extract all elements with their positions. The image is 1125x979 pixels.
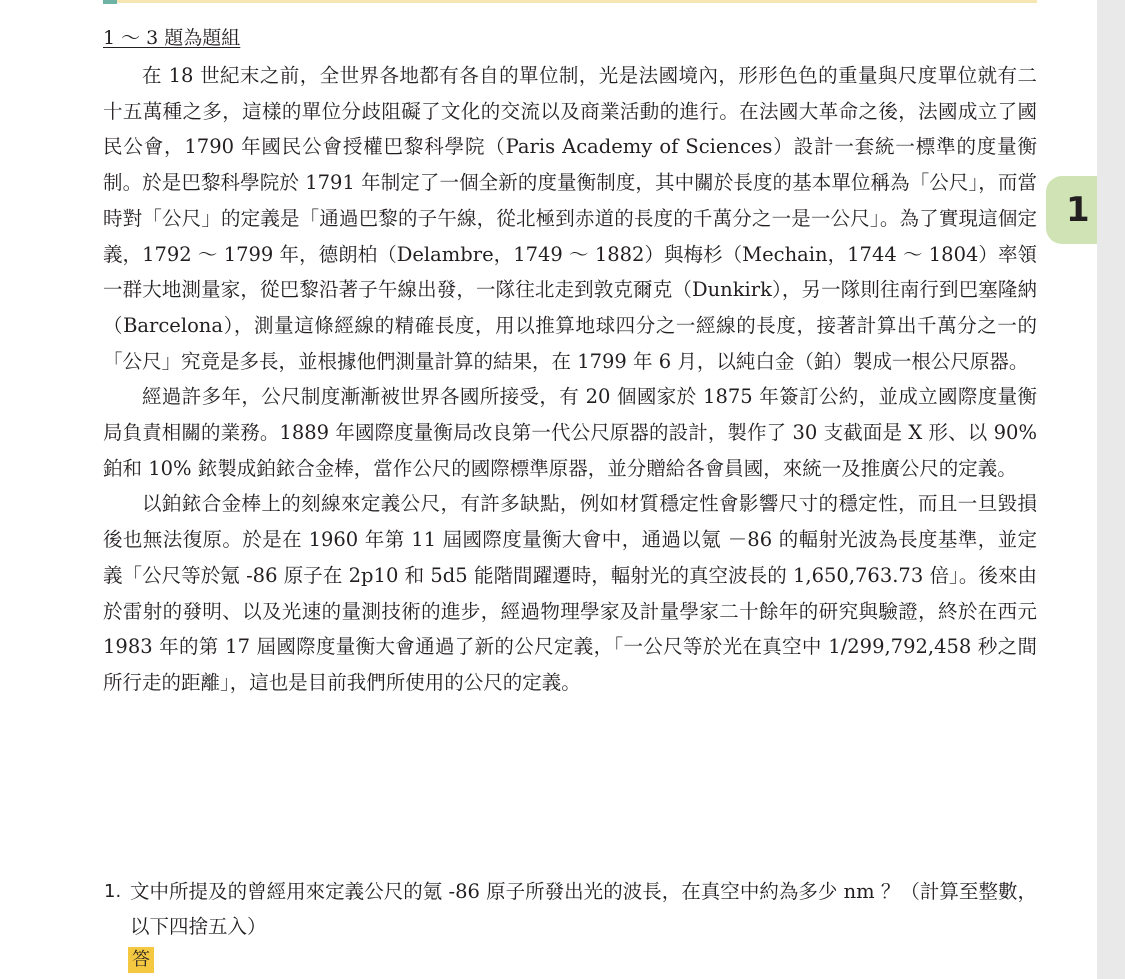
- header-marker: [103, 0, 117, 4]
- question-number: 1.: [104, 881, 122, 902]
- question-text: 文中所提及的曾經用來定義公尺的氪 -86 原子所發出光的波長，在真空中約為多少 nm ？（計算至整數，以下四捨五入）: [130, 880, 1037, 938]
- chapter-number: 1: [1066, 190, 1090, 230]
- passage-paragraph-2: 經過許多年，公尺制度漸漸被世界各國所接受，有 20 個國家於 1875 年簽訂公約，並成立國際度量衡局負責相關的業務。1889 年國際度量衡局改良第一代公尺原器的設計，製作了 30 支截面是 X 形、以 90% 鉑和 10% 銥製成鉑銥合金棒，當作公尺的國際標準原器，並分贈給各會員國，來統一及推廣公尺的定義。: [103, 385, 1037, 480]
- right-gutter: [1097, 0, 1125, 979]
- passage-paragraph-1: 在 18 世紀末之前，全世界各地都有各自的單位制，光是法國境內，形形色色的重量與尺度單位就有二十五萬種之多，這樣的單位分歧阻礙了文化的交流以及商業活動的進行。在法國大革命之後，法國成立了國民公會，1790 年國民公會授權巴黎科學院（Paris Academy of Sciences）設計一套統一標準的度量衡制。於是巴黎科學院於 1791 年制定了一個全新的度量衡制度，其中關於長度的基本單位稱為「公尺」，而當時對「公尺」的定義是「通過巴黎的子午線，從北極到赤道的長度的千萬分之一是一公尺」。為了實現這個定義，1792 ～ 1799 年，德朗柏（Delambre，1749 ～ 1882）與梅杉（Mechain，1744 ～ 1804）率領一群大地測量家，從巴黎沿著子午線出發，一隊往北走到敦克爾克（Dunkirk），另一隊則往南行到巴塞隆納（Barcelona），測量這條經線的精確長度，用以推算地球四分之一經線的長度，接著計算出千萬分之一的「公尺」究竟是多長，並根據他們測量計算的結果，在 1799 年 6 月，以純白金（鉑）製成一根公尺原器。: [103, 64, 1037, 373]
- reading-passage: [103, 58, 1037, 701]
- header-rule: [104, 0, 1037, 3]
- question-1: [104, 874, 1037, 944]
- passage-paragraph-3: 以鉑銥合金棒上的刻線來定義公尺，有許多缺點，例如材質穩定性會影響尺寸的穩定性，而且一旦毀損後也無法復原。於是在 1960 年第 11 屆國際度量衡大會中，通過以氪 －86 的輻射光波為長度基準，並定義「公尺等於氪 -86 原子在 2p10 和 5d5 能階間躍遷時，輻射光的真空波長的 1,650,763.73 倍」。後來由於雷射的發明、以及光速的量測技術的進步，經過物理學家及計量學家二十餘年的研究與驗證，終於在西元 1983 年的第 17 屆國際度量衡大會通過了新的公尺定義，「一公尺等於光在真空中 1/299,792,458 秒之間所行走的距離」，這也是目前我們所使用的公尺的定義。: [103, 492, 1037, 694]
- answer-badge[interactable]: 答: [128, 947, 154, 973]
- question-group-label: 1 ～ 3 題為題組: [103, 27, 241, 49]
